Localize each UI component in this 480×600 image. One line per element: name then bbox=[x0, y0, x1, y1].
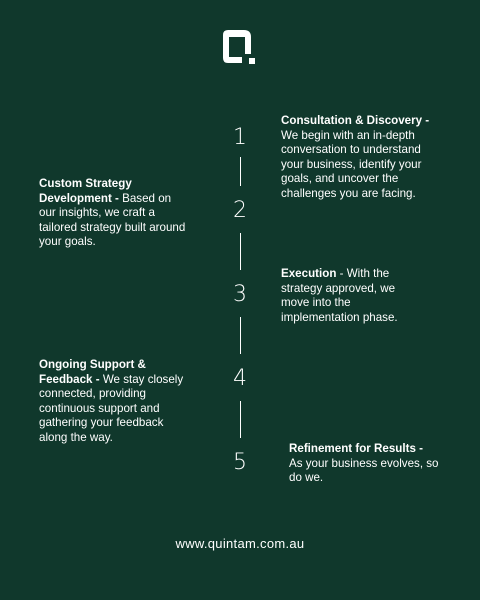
timeline-connector bbox=[240, 401, 241, 438]
timeline-connector bbox=[240, 157, 241, 186]
step-4-text: We stay closely connected, providing continuous support and gathering your feedback along the way. bbox=[39, 372, 184, 444]
step-3-text: - With the strategy approved, we move into the implementation phase. bbox=[281, 267, 398, 324]
step-1-description bbox=[281, 114, 441, 202]
step-1-text: We begin with an in-depth conversation to understand your business, identify your goals, and uncover the challenges you are facing. bbox=[281, 128, 422, 200]
timeline-connector bbox=[240, 233, 241, 270]
timeline-connector bbox=[240, 317, 241, 354]
step-5-description bbox=[289, 442, 439, 486]
step-1-number: 1 bbox=[233, 125, 247, 150]
step-4-description bbox=[39, 358, 191, 446]
step-3-number: 3 bbox=[233, 282, 247, 307]
website-url: www.quintam.com.au bbox=[175, 536, 305, 551]
step-2-title: Custom Strategy Development - bbox=[39, 177, 132, 205]
step-4-title: Ongoing Support & Feedback - bbox=[39, 358, 146, 386]
step-3-description bbox=[281, 267, 423, 325]
step-2-number: 2 bbox=[233, 198, 247, 223]
quintam-logo-icon bbox=[222, 29, 258, 65]
step-2-description bbox=[39, 177, 187, 250]
step-5-number: 5 bbox=[233, 450, 247, 475]
step-5-title: Refinement for Results - bbox=[289, 442, 423, 455]
step-4-number: 4 bbox=[233, 366, 247, 391]
step-2-text: Based on our insights, we craft a tailored strategy built around your goals. bbox=[39, 191, 186, 249]
step-5-text: As your business evolves, so do we. bbox=[289, 456, 439, 485]
step-1-title: Consultation & Discovery - bbox=[281, 114, 430, 127]
step-3-title: Execution bbox=[281, 267, 337, 280]
